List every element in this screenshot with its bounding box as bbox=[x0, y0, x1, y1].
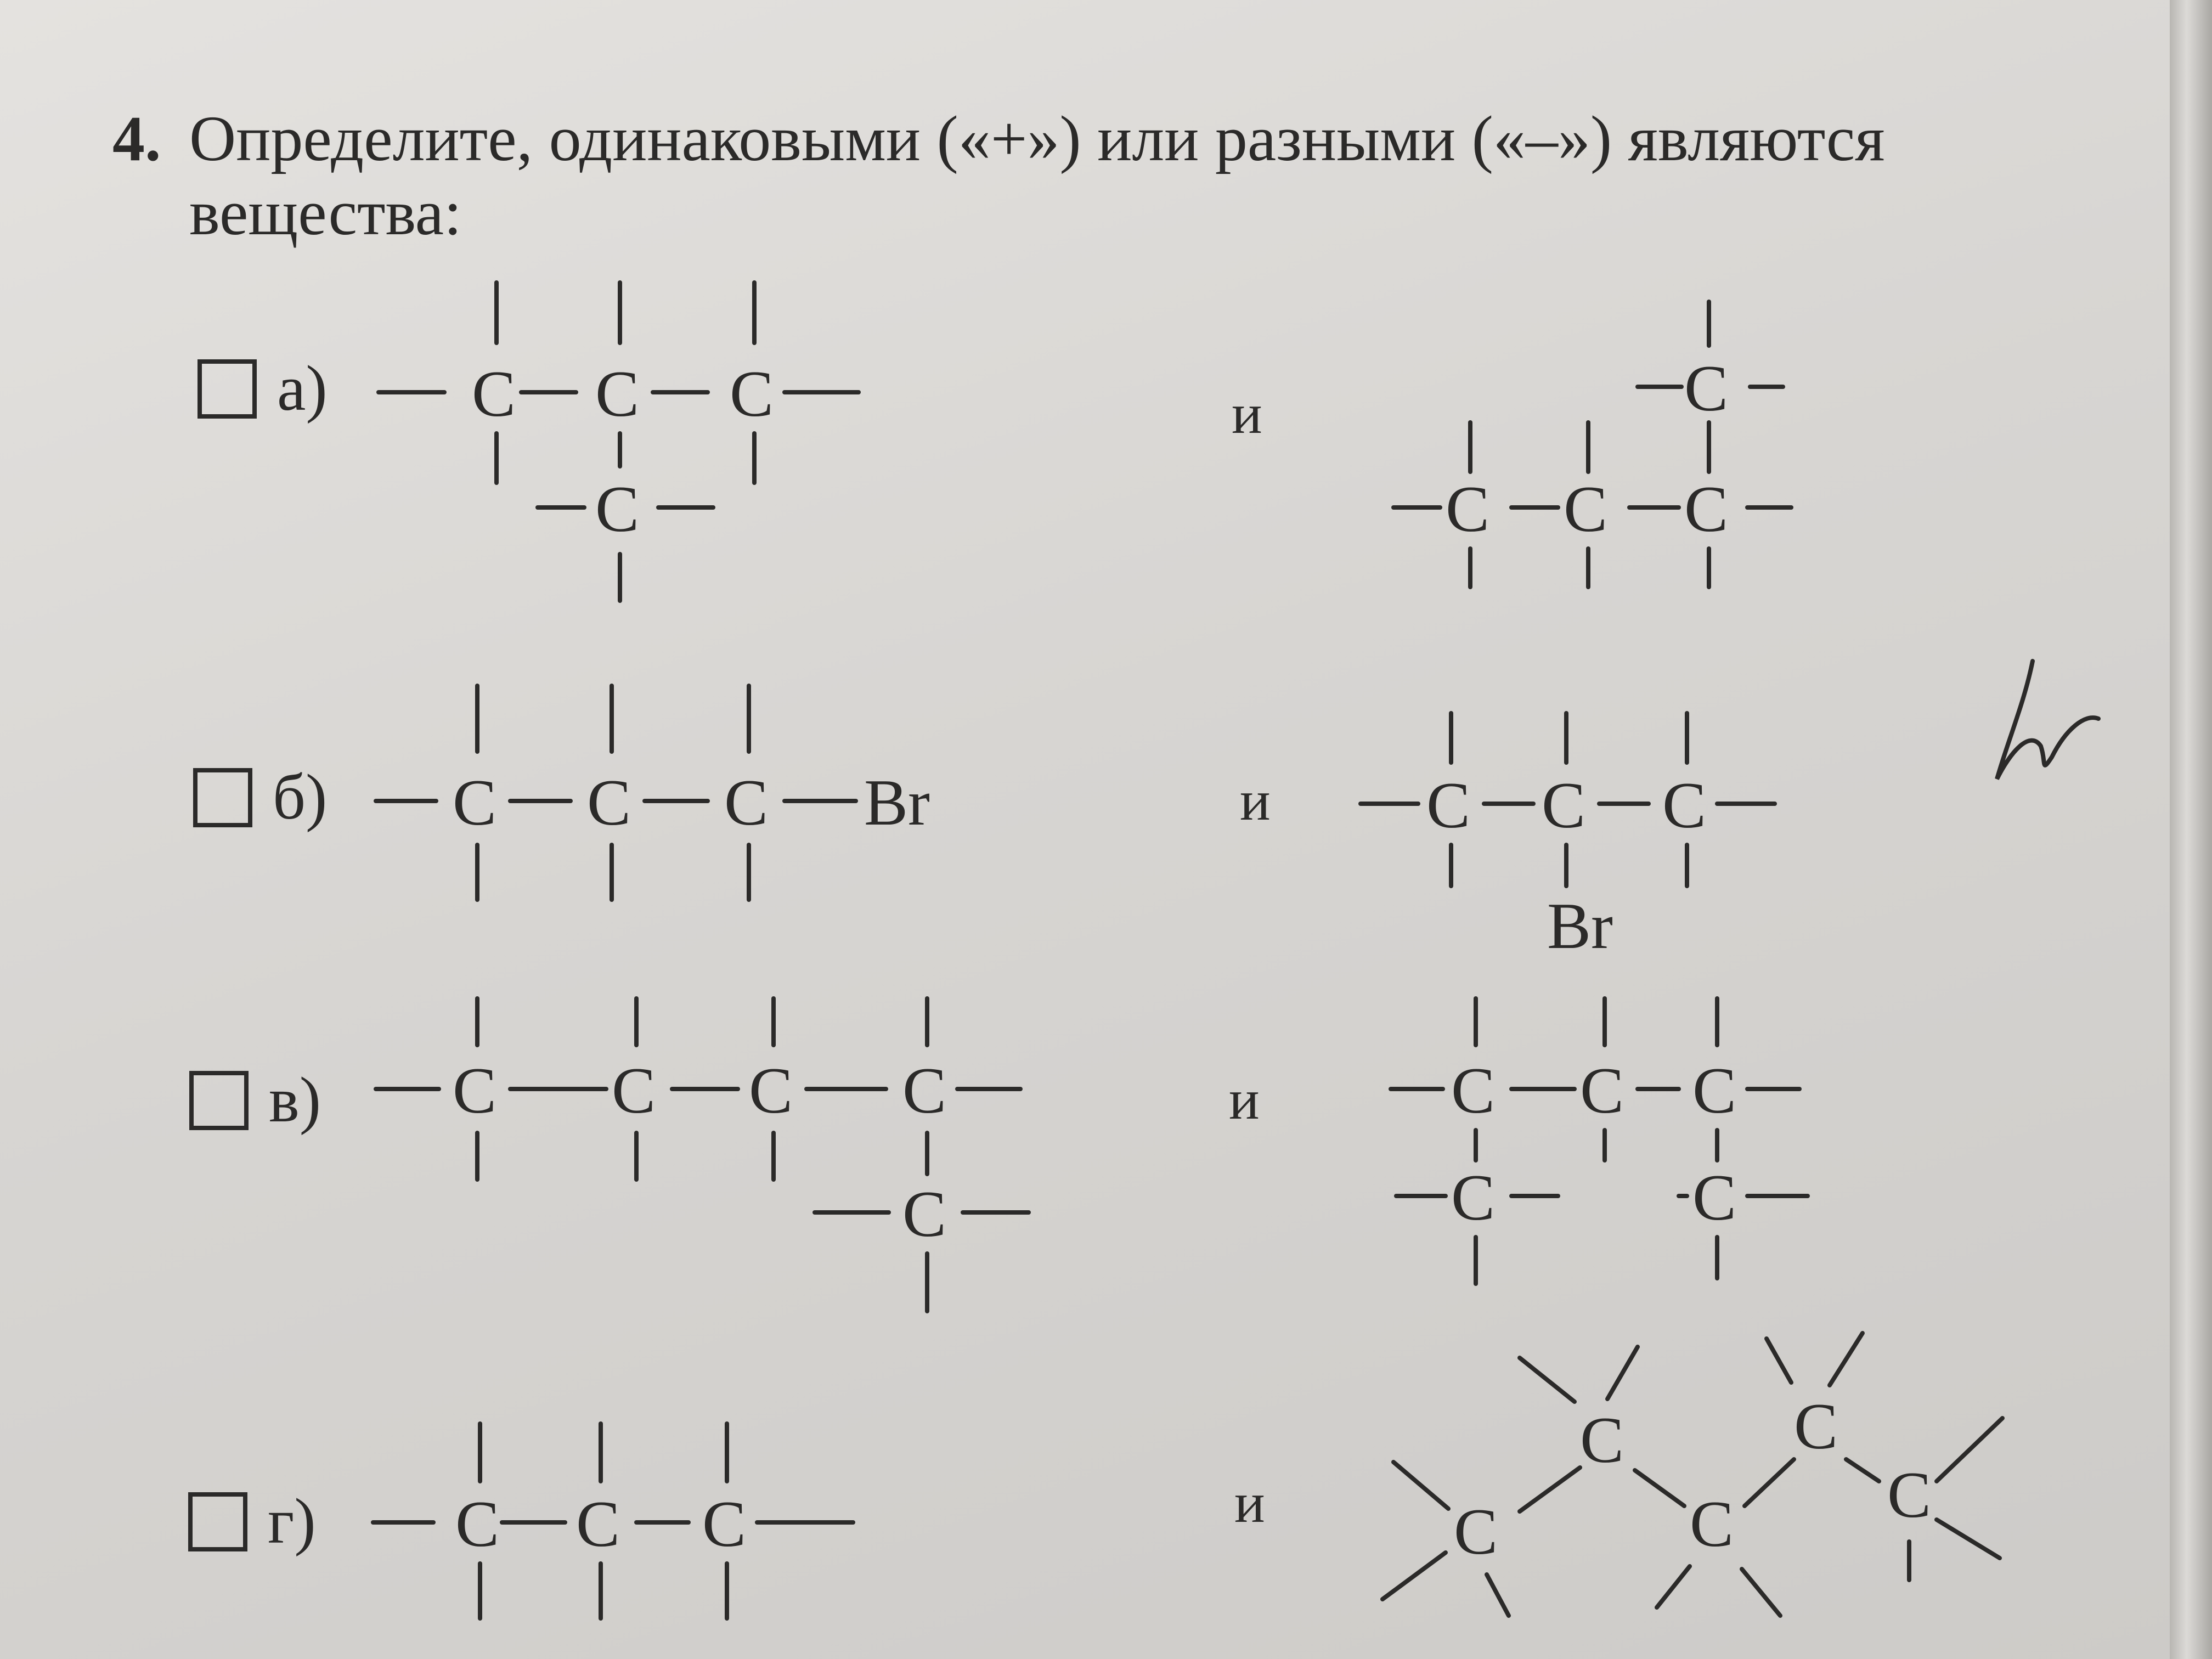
atom-carbon: C bbox=[1564, 472, 1608, 545]
option-g-conjunction: и bbox=[1234, 1471, 1265, 1534]
option-v-conjunction: и bbox=[1229, 1068, 1260, 1131]
option-a-conjunction: и bbox=[1232, 382, 1262, 445]
option-a-label: а) bbox=[277, 352, 328, 424]
atom-carbon: C bbox=[1454, 1495, 1498, 1568]
formula-b-right bbox=[1361, 713, 1775, 962]
atom-carbon: C bbox=[1580, 1403, 1624, 1476]
formula-a-left bbox=[379, 283, 859, 601]
atom-carbon: C bbox=[1692, 1054, 1737, 1127]
atom-carbon: C bbox=[1451, 1054, 1496, 1127]
option-v-label: в) bbox=[269, 1064, 321, 1136]
atom-carbon: C bbox=[453, 766, 497, 839]
atom-bromine: Br bbox=[864, 766, 930, 839]
atom-carbon: C bbox=[587, 766, 631, 839]
option-g-label: г) bbox=[268, 1485, 316, 1557]
atom-carbon: C bbox=[453, 1054, 497, 1127]
atom-carbon: C bbox=[1451, 1161, 1496, 1234]
atom-bromine: Br bbox=[1547, 889, 1613, 962]
option-b-label: б) bbox=[273, 761, 328, 833]
atom-carbon: C bbox=[472, 357, 516, 430]
formula-v-right bbox=[1391, 998, 1808, 1284]
atom-carbon: C bbox=[595, 472, 640, 545]
atom-carbon: C bbox=[1426, 769, 1471, 842]
atom-carbon: C bbox=[576, 1487, 620, 1560]
formula-a-right bbox=[1393, 302, 1791, 587]
formula-g-right bbox=[1383, 1333, 2002, 1616]
atom-carbon: C bbox=[1684, 352, 1729, 425]
atom-carbon: C bbox=[1580, 1054, 1624, 1127]
atom-carbon: C bbox=[1794, 1390, 1838, 1463]
atom-carbon: C bbox=[612, 1054, 656, 1127]
atom-carbon: C bbox=[455, 1487, 500, 1560]
handwritten-mark bbox=[1997, 661, 2098, 779]
atom-carbon: C bbox=[595, 357, 640, 430]
atom-carbon: C bbox=[724, 766, 769, 839]
question-text-line2: вещества: bbox=[189, 177, 462, 249]
atom-carbon: C bbox=[1692, 1161, 1737, 1234]
atom-carbon: C bbox=[1446, 472, 1490, 545]
atom-carbon: C bbox=[1887, 1458, 1932, 1531]
formula-g-left bbox=[373, 1424, 853, 1618]
atom-carbon: C bbox=[902, 1054, 947, 1127]
question-text-line1: Определите, одинаковыми («+») или разными («–») являются bbox=[189, 103, 1885, 174]
atom-carbon: C bbox=[1684, 472, 1729, 545]
formula-b-left bbox=[376, 686, 930, 900]
atom-carbon: C bbox=[1662, 769, 1707, 842]
atom-carbon: C bbox=[749, 1054, 793, 1127]
atom-carbon: C bbox=[730, 357, 774, 430]
atom-carbon: C bbox=[902, 1177, 947, 1250]
formula-v-left bbox=[376, 998, 1029, 1311]
option-b-conjunction: и bbox=[1240, 769, 1271, 832]
atom-carbon: C bbox=[1690, 1487, 1734, 1560]
question-number: 4. bbox=[112, 103, 161, 174]
atom-carbon: C bbox=[1542, 769, 1586, 842]
atom-carbon: C bbox=[702, 1487, 747, 1560]
